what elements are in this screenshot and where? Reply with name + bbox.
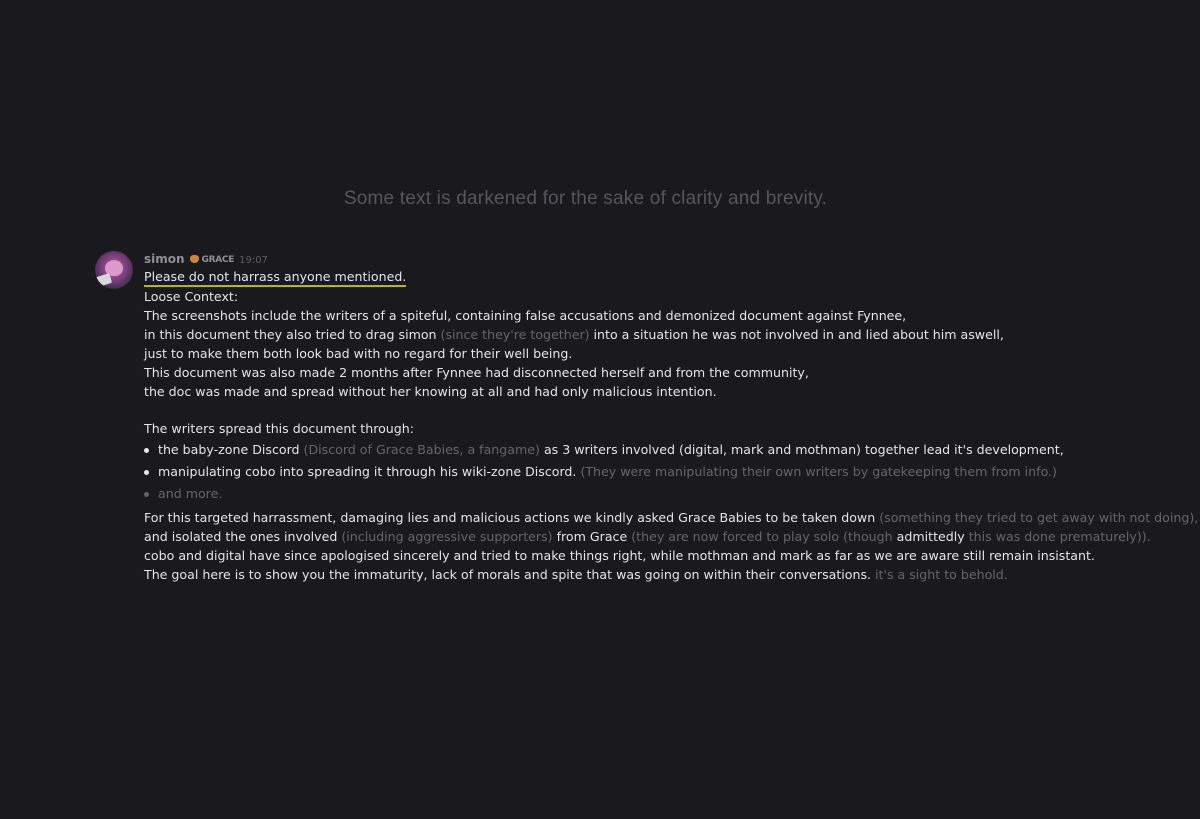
text-segment: from Grace <box>552 529 632 544</box>
dimmed-text: (they are now forced to play solo (though <box>631 529 897 544</box>
list-item <box>144 439 1154 461</box>
dimmed-text: (since they're together) <box>440 327 590 342</box>
dimmed-text: (They were manipulating their own writers by gatekeeping them from info.) <box>580 464 1057 479</box>
text-segment: For this targeted harrassment, damaging lies and malicious actions we kindly asked Grace Babies to be taken down <box>144 510 880 525</box>
bullet-icon <box>144 448 149 453</box>
list-item <box>144 483 1154 505</box>
dimmed-text: this was done prematurely)). <box>964 529 1151 544</box>
message-line <box>144 325 1154 344</box>
message-line: Loose Context: <box>144 289 239 304</box>
list-item <box>144 461 1154 483</box>
message-line: The screenshots include the writers of a spiteful, containing false accusations and demonized document against Fynnee, <box>144 308 907 323</box>
dimmed-text: (including aggressive supporters) <box>341 529 553 544</box>
dimmed-text: and more. <box>158 486 223 501</box>
message-line: just to make them both look bad with no regard for their well being. <box>144 346 573 361</box>
bullet-list <box>144 439 1154 505</box>
message-line: The writers spread this document through: <box>144 421 415 436</box>
avatar[interactable] <box>95 251 133 289</box>
server-tag-label: GRACE <box>201 255 235 265</box>
avatar-badge <box>96 273 112 287</box>
text-segment: as 3 writers involved (digital, mark and mothman) together lead it's development, <box>539 442 1064 457</box>
highlighted-warning: Please do not harrass anyone mentioned. <box>144 268 406 287</box>
message-line <box>144 565 1154 584</box>
message-header <box>144 249 1154 267</box>
message-line: This document was also made 2 months after Fynnee had disconnected herself and from the community, <box>144 365 809 380</box>
clarity-notice: Some text is darkened for the sake of clarity and brevity. <box>343 188 828 209</box>
dimmed-text: (Discord of Grace Babies, a fangame) <box>303 442 540 457</box>
text-segment: The goal here is to show you the immaturity, lack of morals and spite that was going on within their conversations. <box>144 567 876 582</box>
text-segment: the baby-zone Discord <box>158 442 304 457</box>
text-segment: admittedly <box>896 529 965 544</box>
bullet-icon <box>144 492 149 497</box>
timestamp: 19:07 <box>239 255 268 266</box>
text-segment: into a situation he was not involved in and lied about him aswell, <box>589 327 1004 342</box>
message-line <box>144 267 1154 287</box>
message-line <box>144 508 1199 527</box>
heart-icon <box>190 255 199 263</box>
dimmed-text: it's a sight to behold. <box>875 567 1008 582</box>
message-line: cobo and digital have since apologised sincerely and tried to make things right, while mothman and mark as far as we are aware still remain insistant. <box>144 548 1095 563</box>
text-segment: in this document they also tried to drag simon <box>144 327 441 342</box>
username[interactable]: simon <box>144 252 185 266</box>
text-segment: and isolated the ones involved <box>144 529 342 544</box>
message-line <box>144 527 1154 546</box>
message-line: the doc was made and spread without her knowing at all and had only malicious intention. <box>144 384 717 399</box>
dimmed-text: (something they tried to get away with not doing), <box>879 510 1199 525</box>
blank-line <box>144 401 1154 419</box>
message-content <box>144 249 1199 584</box>
bullet-icon <box>144 470 149 475</box>
text-segment: manipulating cobo into spreading it through his wiki-zone Discord. <box>158 464 581 479</box>
